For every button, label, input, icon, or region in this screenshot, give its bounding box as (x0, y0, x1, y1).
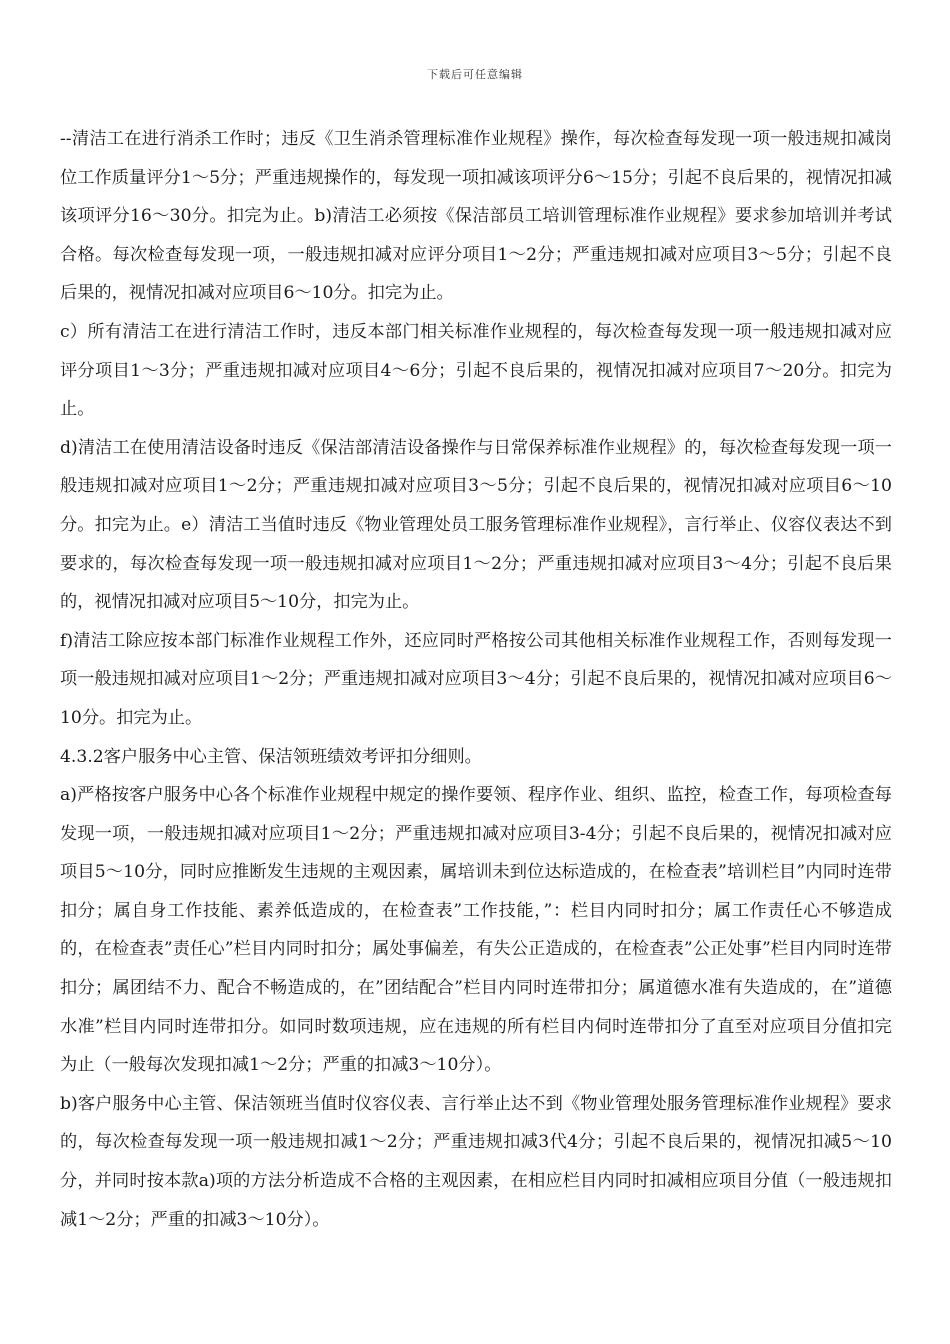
paragraph-f: f)清洁工除应按本部门标准作业规程工作外，还应同时严格按公司其他相关标准作业规程工作，否则每发现一项一般违规扣减对应项目1～2分；严重违规扣减对应项目3～4分；引起不良后果的，视情况扣减对应项目6～10分。扣完为止。 (60, 630, 892, 728)
paragraph-d-e: d)清洁工在使用清洁设备时违反《保洁部清洁设备操作与日常保养标准作业规程》的，每次检查每发现一项一般违规扣减对应项目1～2分；严重违规扣减对应项目3～5分；引起不良后果的，视情况扣减对应项目6～10分。扣完为止。e）清洁工当值时违反《物业管理处员工服务管理标准作业规程》，言行举止、仪容仪表达不到要求的，每次检查每发现一项一般违规扣减对应项目1～2分；严重违规扣减对应项目3～4分；引起不良后果的，视情况扣减对应项目5～10分，扣完为止。 (60, 437, 892, 613)
document-body (60, 120, 892, 1239)
paragraph-cleaner-disinfection: --清洁工在进行消杀工作时；违反《卫生消杀管理标准作业规程》操作，每次检查每发现一项一般违规扣减岗位工作质量评分1～5分；严重违规操作的，每发现一项扣减该项评分6～15分；引起不良后果的，视情况扣减该项评分16～30分。扣完为止。b)清洁工必须按《保洁部员工培训管理标准作业规程》要求参加培训并考试合格。每次检查每发现一项，一般违规扣减对应评分项目1～2分；严重违规扣减对应项目3～5分；引起不良后果的，视情况扣减对应项目6～10分。扣完为止。 (60, 129, 892, 304)
paragraph-c: c）所有清洁工在进行清洁工作时，违反本部门相关标准作业规程的，每次检查每发现一项一般违规扣减对应评分项目1～3分；严重违规扣减对应项目4～6分；引起不良后果的，视情况扣减对应项目7～20分。扣完为止。 (60, 321, 892, 420)
paragraph-b-supervisor: b)客户服务中心主管、保洁领班当值时仪容仪表、言行举止达不到《物业管理处服务管理标准作业规程》要求的，每次检查每发现一项一般违规扣减1～2分；严重违规扣减3代4分；引起不良后果的，视情况扣减5～10分，并同时按本款a)项的方法分析造成不合格的主观因素，在相应栏目内同时扣减相应项目分值（一般违规扣减1～2分；严重的扣减3～10分）。 (60, 1093, 892, 1230)
paragraph-a-supervisor: a)严格按客户服务中心各个标准作业规程中规定的操作要领、程序作业、组织、监控，检查工作，每项检查每发现一项，一般违规扣减对应项目1～2分；严重违规扣减对应项目3-4分；引起不良后果的，视情况扣减对应项目5～10分，同时应推断发生违规的主观因素，属培训未到位达标造成的，在检查表”培训栏目”内同时连带扣分；属自身工作技能、素养低造成的，在检查表”工作技能，”：栏目内同时扣分；属工作责任心不够造成的，在检查表”责任心”栏目内同时扣分；属处事偏差，有失公正造成的，在检查表”公正处事”栏目内同时连带扣分；属团结不力、配合不畅造成的，在”团结配合”栏目内同时连带扣分；属道德水准有失造成的，在”道德水准”栏目内同时连带扣分。如同时数项违规，应在违规的所有栏目内伺时连带扣分了直至对应项目分值扣完为止（一般每次发现扣减1～2分；严重的扣减3～10分）。 (60, 785, 892, 1076)
section-heading-4-3-2: 4.3.2客户服务中心主管、保洁领班绩效考评扣分细则。 (60, 746, 482, 767)
page-header: 下载后可任意编辑 (427, 68, 523, 81)
